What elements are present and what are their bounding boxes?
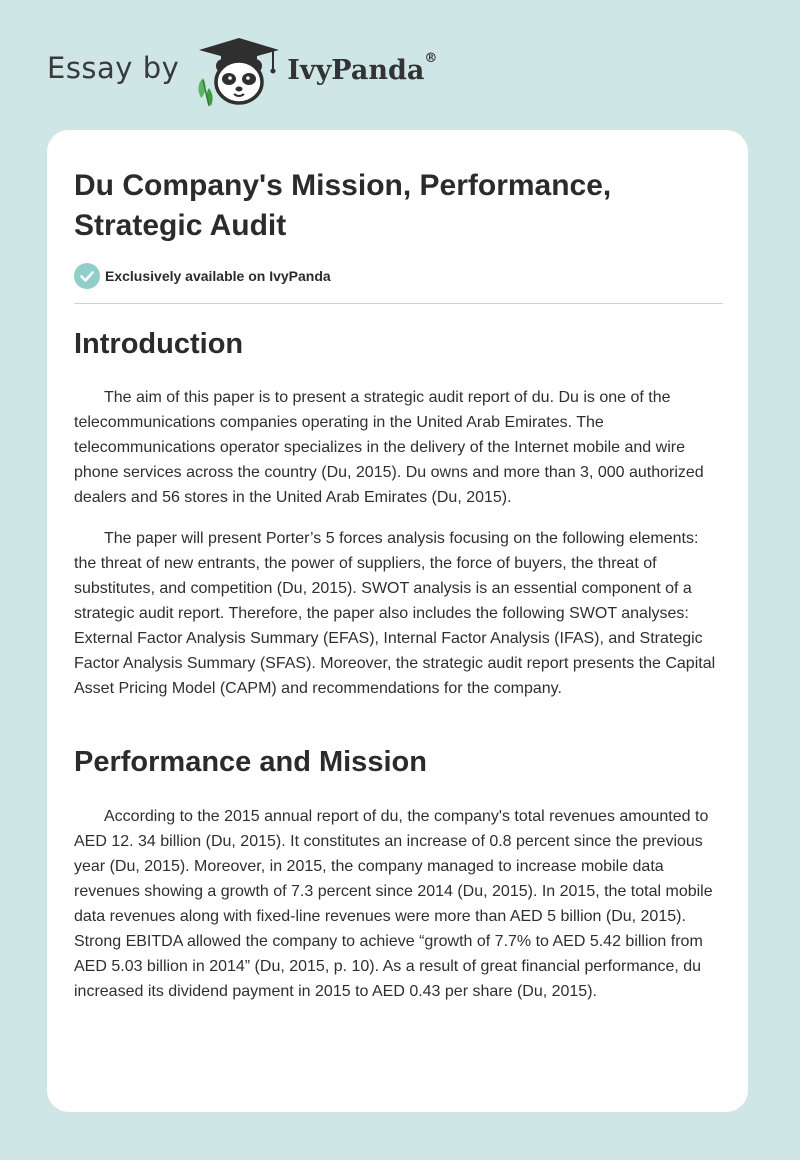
divider	[74, 303, 723, 304]
registered-mark: ®	[424, 50, 438, 66]
exclusive-badge	[74, 263, 331, 289]
exclusive-text: Exclusively available on IvyPanda	[105, 268, 331, 284]
paragraph: According to the 2015 annual report of du, the company's total revenues amounted to AED 12. 34 billion (Du, 2015). It constitutes an increase of 0.8 percent since the previous year (Du, 2015). Moreover, in 2015, the company managed to increase mobile data revenues showing a growth of 7.3 percent since 2014 (Du, 2015). In 2015, the total mobile data revenues along with fixed-line revenues were more than AED 5 billion (Du, 2015). Strong EBITDA allowed the company to achieve “growth of 7.7% to AED 5.42 billion from AED 5.03 billion in 2014” (Du, 2015, p. 10). As a result of great financial performance, du increased its dividend payment in 2015 to AED 0.43 per share (Du, 2015).	[74, 808, 713, 1000]
section-heading-introduction: Introduction	[74, 328, 244, 360]
paragraph: The paper will present Porter’s 5 forces analysis focusing on the following elements: the threat of new entrants, the power of suppliers, the force of buyers, the threat of substitutes, and competition (Du, 2015). SWOT analysis is an essential component of a strategic audit report. Therefore, the paper also includes the following SWOT analyses: External Factor Analysis Summary (EFAS), Internal Factor Analysis (IFAS), and Strategic Factor Analysis Summary (SFAS). Moreover, the strategic audit report presents the Capital Asset Pricing Model (CAPM) and recommendations for the company.	[74, 530, 716, 697]
site-header	[47, 36, 437, 108]
essay-card	[47, 130, 748, 1112]
paragraph: The aim of this paper is to present a strategic audit report of du. Du is one of the telecommunications companies operating in the United Arab Emirates. The telecommunications operator specializes in the delivery of the Internet mobile and wire phone services across the country (Du, 2015). Du owns and more than 3, 000 authorized dealers and 56 stores in the United Arab Emirates (Du, 2015).	[74, 389, 704, 506]
check-circle-icon	[74, 263, 100, 289]
brand-name[interactable]: IvyPanda®	[287, 50, 438, 86]
panda-logo-icon[interactable]	[193, 36, 285, 108]
essay-by-label: Essay by	[47, 51, 180, 85]
section-heading-performance: Performance and Mission	[74, 746, 427, 778]
page-title: Du Company's Mission, Performance, Strategic Audit	[74, 169, 612, 242]
